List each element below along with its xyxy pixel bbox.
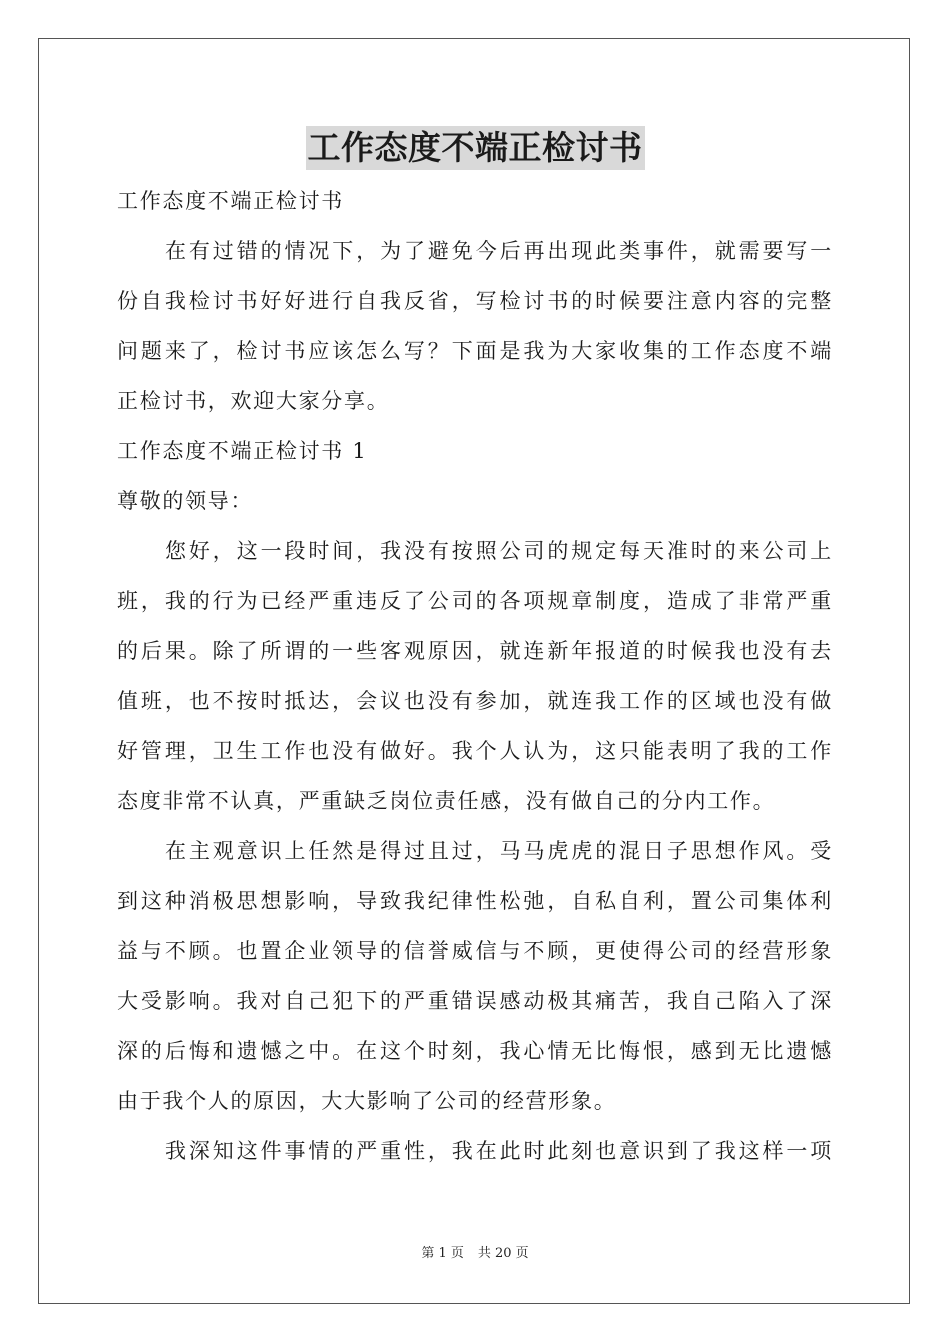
text-line: 值班，也不按时抵达，会议也没有参加，就连我工作的区域也没有做	[117, 689, 833, 713]
text-line: 工作态度不端正检讨书 1	[117, 439, 368, 463]
text-line: 班，我的行为已经严重违反了公司的各项规章制度，造成了非常严重	[117, 589, 833, 613]
text-line: 问题来了，检讨书应该怎么写？下面是我为大家收集的工作态度不端	[117, 339, 833, 363]
text-line: 深的后悔和遗憾之中。在这个时刻，我心情无比悔恨，感到无比遗憾	[117, 1039, 833, 1063]
text-line: 在有过错的情况下，为了避免今后再出现此类事件，就需要写一	[165, 239, 833, 263]
text-line: 大受影响。我对自己犯下的严重错误感动极其痛苦，我自己陷入了深	[117, 989, 833, 1013]
page-footer	[0, 1245, 950, 1263]
text-line: 益与不顾。也置企业领导的信誉威信与不顾，更使得公司的经营形象	[117, 939, 833, 963]
text-line: 到这种消极思想影响，导致我纪律性松弛，自私自利，置公司集体利	[117, 889, 833, 913]
title-block	[0, 126, 950, 170]
document-body	[117, 176, 833, 1176]
text-line: 份自我检讨书好好进行自我反省，写检讨书的时候要注意内容的完整	[117, 289, 833, 313]
document-title: 工作态度不端正检讨书	[306, 126, 645, 170]
text-line: 工作态度不端正检讨书	[117, 189, 344, 213]
page-number: 第 1 页	[421, 1246, 464, 1261]
text-line: 由于我个人的原因，大大影响了公司的经营形象。	[117, 1089, 617, 1113]
text-line: 正检讨书，欢迎大家分享。	[117, 389, 390, 413]
page-total: 共 20 页	[477, 1246, 529, 1261]
text-line: 的后果。除了所谓的一些客观原因，就连新年报道的时候我也没有去	[117, 639, 833, 663]
text-line: 我深知这件事情的严重性，我在此时此刻也意识到了我这样一项	[165, 1139, 833, 1163]
text-line: 在主观意识上任然是得过且过，马马虎虎的混日子思想作风。受	[165, 839, 833, 863]
text-line: 您好，这一段时间，我没有按照公司的规定每天准时的来公司上	[165, 539, 833, 563]
text-line: 尊敬的领导：	[117, 489, 254, 513]
text-line: 好管理，卫生工作也没有做好。我个人认为，这只能表明了我的工作	[117, 739, 833, 763]
text-line: 态度非常不认真，严重缺乏岗位责任感，没有做自己的分内工作。	[117, 789, 776, 813]
